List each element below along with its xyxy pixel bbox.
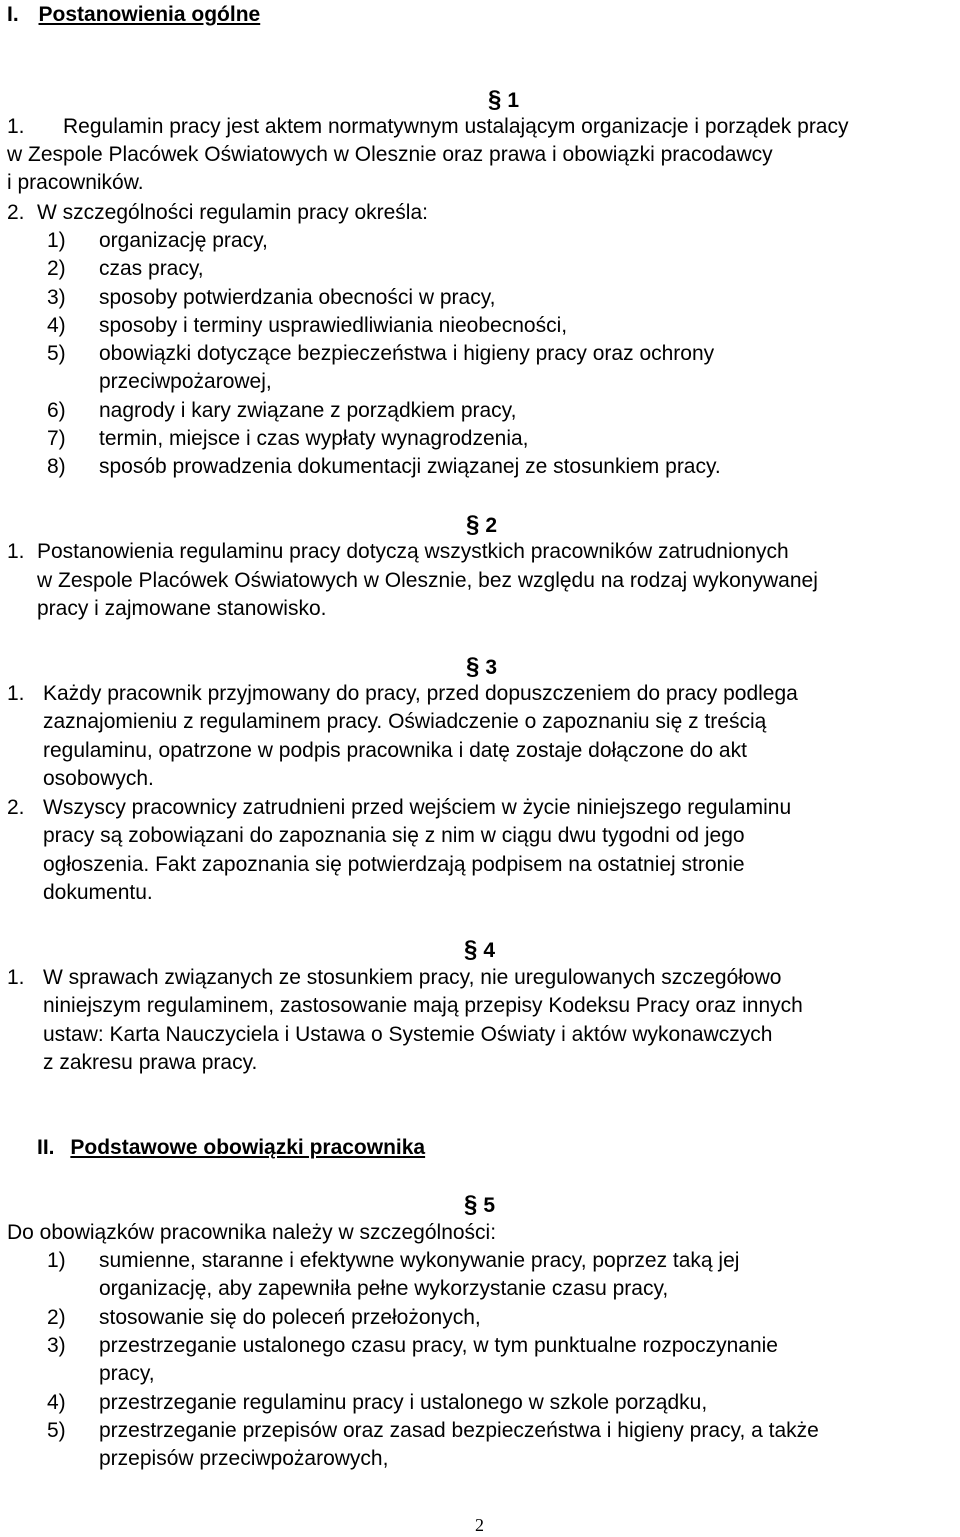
list-item-text: przeciwpożarowej, xyxy=(99,370,272,393)
paragraph-line: osobowych. xyxy=(43,767,154,790)
section-heading xyxy=(464,937,495,964)
section-heading xyxy=(466,512,497,539)
section-number: 3 xyxy=(485,656,498,679)
chapter-number: II. xyxy=(37,1136,55,1159)
paragraph-line: Każdy pracownik przyjmowany do pracy, przed dopuszczeniem do pracy podlega xyxy=(43,682,798,705)
section-number: 1 xyxy=(507,89,520,112)
list-item-number: 1) xyxy=(47,1249,66,1272)
paragraph-line: Postanowienia regulaminu pracy dotyczą wszystkich pracowników zatrudnionych xyxy=(37,540,789,563)
paragraph-line: zaznajomieniu z regulaminem pracy. Oświadczenie o zapoznaniu się z treścią xyxy=(43,710,767,733)
item-number: 1. xyxy=(7,115,25,138)
item-number: 2. xyxy=(7,796,25,819)
list-item-text: stosowanie się do poleceń przełożonych, xyxy=(99,1306,481,1329)
list-item-number: 8) xyxy=(47,455,66,478)
paragraph-line: i pracowników. xyxy=(7,171,144,194)
section-symbol: § xyxy=(464,1191,478,1218)
chapter-heading xyxy=(37,1136,425,1160)
section-symbol: § xyxy=(464,936,478,963)
list-item-text: sposób prowadzenia dokumentacji związanej ze stosunkiem pracy. xyxy=(99,455,721,478)
section-symbol: § xyxy=(488,86,502,113)
section-heading xyxy=(466,654,497,681)
item-number: 1. xyxy=(7,966,25,989)
list-item-number: 4) xyxy=(47,1391,66,1414)
list-item-text: sposoby potwierdzania obecności w pracy, xyxy=(99,286,496,309)
paragraph-line: W szczególności regulamin pracy określa: xyxy=(37,201,428,224)
list-item-text: obowiązki dotyczące bezpieczeństwa i higieny pracy oraz ochrony xyxy=(99,342,715,365)
chapter-heading xyxy=(7,3,260,27)
paragraph-line: dokumentu. xyxy=(43,881,153,904)
section-heading xyxy=(464,1192,495,1219)
chapter-number: I. xyxy=(7,3,19,26)
list-item-text: przestrzeganie przepisów oraz zasad bezpieczeństwa i higieny pracy, a także xyxy=(99,1419,819,1442)
section-number: 2 xyxy=(485,514,498,537)
paragraph-line: niniejszym regulaminem, zastosowanie mają przepisy Kodeksu Pracy oraz innych xyxy=(43,994,803,1017)
list-item-text: sumienne, staranne i efektywne wykonywanie pracy, poprzez taką jej xyxy=(99,1249,740,1272)
paragraph-line: pracy są zobowiązani do zapoznania się z nim w ciągu dwu tygodni od jego xyxy=(43,824,745,847)
list-item-number: 2) xyxy=(47,1306,66,1329)
paragraph-line: z zakresu prawa pracy. xyxy=(43,1051,258,1074)
list-item-number: 2) xyxy=(47,257,66,280)
paragraph-line: regulaminu, opatrzone w podpis pracownika i datę zostaje dołączone do akt xyxy=(43,739,747,762)
list-item-text: przestrzeganie ustalonego czasu pracy, w tym punktualne rozpoczynanie xyxy=(99,1334,778,1357)
chapter-title: Podstawowe obowiązki pracownika xyxy=(70,1136,426,1159)
list-item-number: 5) xyxy=(47,1419,66,1442)
paragraph-line: Regulamin pracy jest aktem normatywnym ustalającym organizacje i porządek pracy xyxy=(63,115,849,138)
list-item-text: przestrzeganie regulaminu pracy i ustalonego w szkole porządku, xyxy=(99,1391,708,1414)
section-symbol: § xyxy=(466,511,480,538)
paragraph-line: W sprawach związanych ze stosunkiem pracy, nie uregulowanych szczegółowo xyxy=(43,966,782,989)
paragraph-line: Wszyscy pracownicy zatrudnieni przed wejściem w życie niniejszego regulaminu xyxy=(43,796,792,819)
paragraph-line: pracy i zajmowane stanowisko. xyxy=(37,597,327,620)
list-item-text: przepisów przeciwpożarowych, xyxy=(99,1447,389,1470)
list-item-text: sposoby i terminy usprawiedliwiania nieobecności, xyxy=(99,314,568,337)
section-number: 5 xyxy=(483,1194,496,1217)
page-number: 2 xyxy=(475,1515,484,1535)
list-item-number: 5) xyxy=(47,342,66,365)
item-number: 1. xyxy=(7,540,25,563)
section-symbol: § xyxy=(466,653,480,680)
list-item-text: termin, miejsce i czas wypłaty wynagrodzenia, xyxy=(99,427,529,450)
list-item-number: 3) xyxy=(47,286,66,309)
item-number: 2. xyxy=(7,201,25,224)
list-item-text: organizację, aby zapewniła pełne wykorzystanie czasu pracy, xyxy=(99,1277,669,1300)
chapter-title: Postanowienia ogólne xyxy=(38,3,261,26)
list-item-text: nagrody i kary związane z porządkiem pracy, xyxy=(99,399,517,422)
paragraph-line: Do obowiązków pracownika należy w szczególności: xyxy=(7,1221,497,1244)
paragraph-line: ogłoszenia. Fakt zapoznania się potwierdzają podpisem na ostatniej stronie xyxy=(43,853,745,876)
paragraph-line: w Zespole Placówek Oświatowych w Olesznie oraz prawa i obowiązki pracodawcy xyxy=(7,143,773,166)
list-item-text: czas pracy, xyxy=(99,257,204,280)
list-item-number: 3) xyxy=(47,1334,66,1357)
list-item-number: 7) xyxy=(47,427,66,450)
list-item-number: 4) xyxy=(47,314,66,337)
item-number: 1. xyxy=(7,682,25,705)
list-item-text: organizację pracy, xyxy=(99,229,268,252)
section-number: 4 xyxy=(483,939,496,962)
paragraph-line: ustaw: Karta Nauczyciela i Ustawa o Systemie Oświaty i aktów wykonawczych xyxy=(43,1023,773,1046)
list-item-number: 6) xyxy=(47,399,66,422)
list-item-text: pracy, xyxy=(99,1362,155,1385)
list-item-number: 1) xyxy=(47,229,66,252)
paragraph-line: w Zespole Placówek Oświatowych w Olesznie, bez względu na rodzaj wykonywanej xyxy=(37,569,818,592)
section-heading xyxy=(488,87,519,114)
